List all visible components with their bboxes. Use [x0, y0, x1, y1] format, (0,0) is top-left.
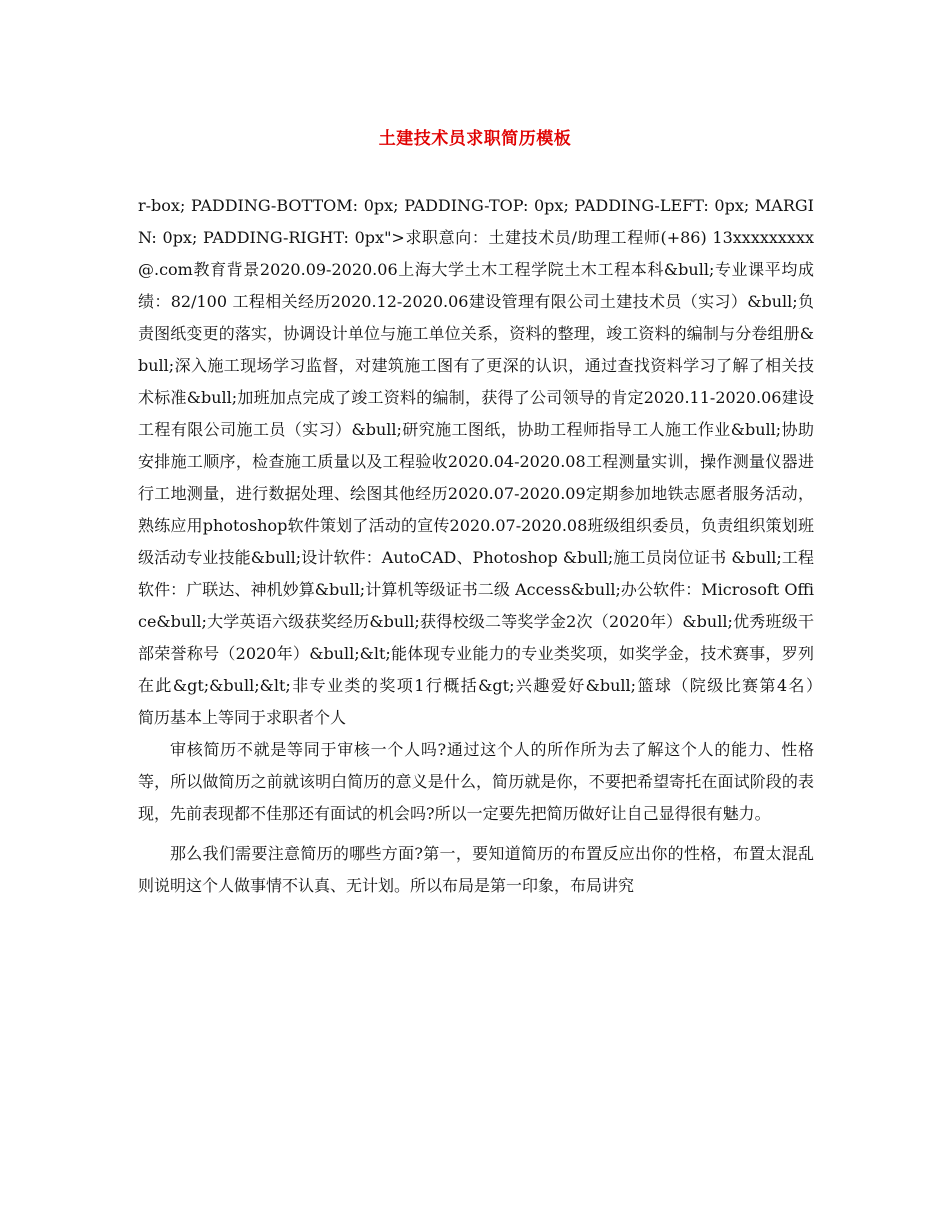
resume-content-paragraph: r-box; PADDING-BOTTOM: 0px; PADDING-TOP: 0px; PADDING-LEFT: 0px; MARGIN: 0px; PADDING-RIGHT: 0px">求职意向：土建技术员/助理工程师(+86) 13xxxxxxxxx@.com教育背景2020.09-2020.06上海大学土木工程学院土木工程本科&bull;专业课平均成绩：82/100 工程相关经历2020.12-2020.06建设管理有限公司土建技术员（实习）&bull;负责图纸变更的落实，协调设计单位与施工单位关系，资料的整理，竣工资料的编制与分卷组册&bull;深入施工现场学习监督，对建筑施工图有了更深的认识，通过查找资料学习了解了相关技术标准&bull;加班加点完成了竣工资料的编制，获得了公司领导的肯定2020.11-2020.06建设工程有限公司施工员（实习）&bull;研究施工图纸，协助工程师指导工人施工作业&bull;协助安排施工顺序，检查施工质量以及工程验收2020.04-2020.08工程测量实训，操作测量仪器进行工地测量，进行数据处理、绘图其他经历2020.07-2020.09定期参加地铁志愿者服务活动，熟练应用photoshop软件策划了活动的宣传2020.07-2020.08班级组织委员，负责组织策划班级活动专业技能&bull;设计软件：AutoCAD、Photoshop &bull;施工员岗位证书 &bull;工程软件：广联达、神机妙算&bull;计算机等级证书二级 Access&bull;办公软件：Microsoft Office&bull;大学英语六级获奖经历&bull;获得校级二等奖学金2次（2020年）&bull;优秀班级干部荣誉称号（2020年）&bull;&lt;能体现专业能力的专业类奖项，如奖学金，技术赛事，罗列在此&gt;&bull;&lt;非专业类的奖项1行概括&gt;兴趣爱好&bull;篮球（院级比赛第4名） 简历基本上等同于求职者个人	[138, 196, 847, 727]
document-title: 土建技术员求职简历模板	[378, 129, 572, 149]
document-body	[138, 190, 847, 902]
body-paragraph-attention: 那么我们需要注意简历的哪些方面?第一，要知道简历的布置反应出你的性格，布置太混乱则说明这个人做事情不认真、无计划。所以布局是第一印象，布局讲究	[138, 844, 814, 895]
body-paragraph-review: 审核简历不就是等同于审核一个人吗?通过这个人的所作所为去了解这个人的能力、性格等，所以做简历之前就该明白简历的意义是什么，简历就是你，不要把希望寄托在面试阶段的表现，先前表现都不佳那还有面试的机会吗?所以一定要先把简历做好让自己显得很有魅力。	[138, 740, 814, 823]
